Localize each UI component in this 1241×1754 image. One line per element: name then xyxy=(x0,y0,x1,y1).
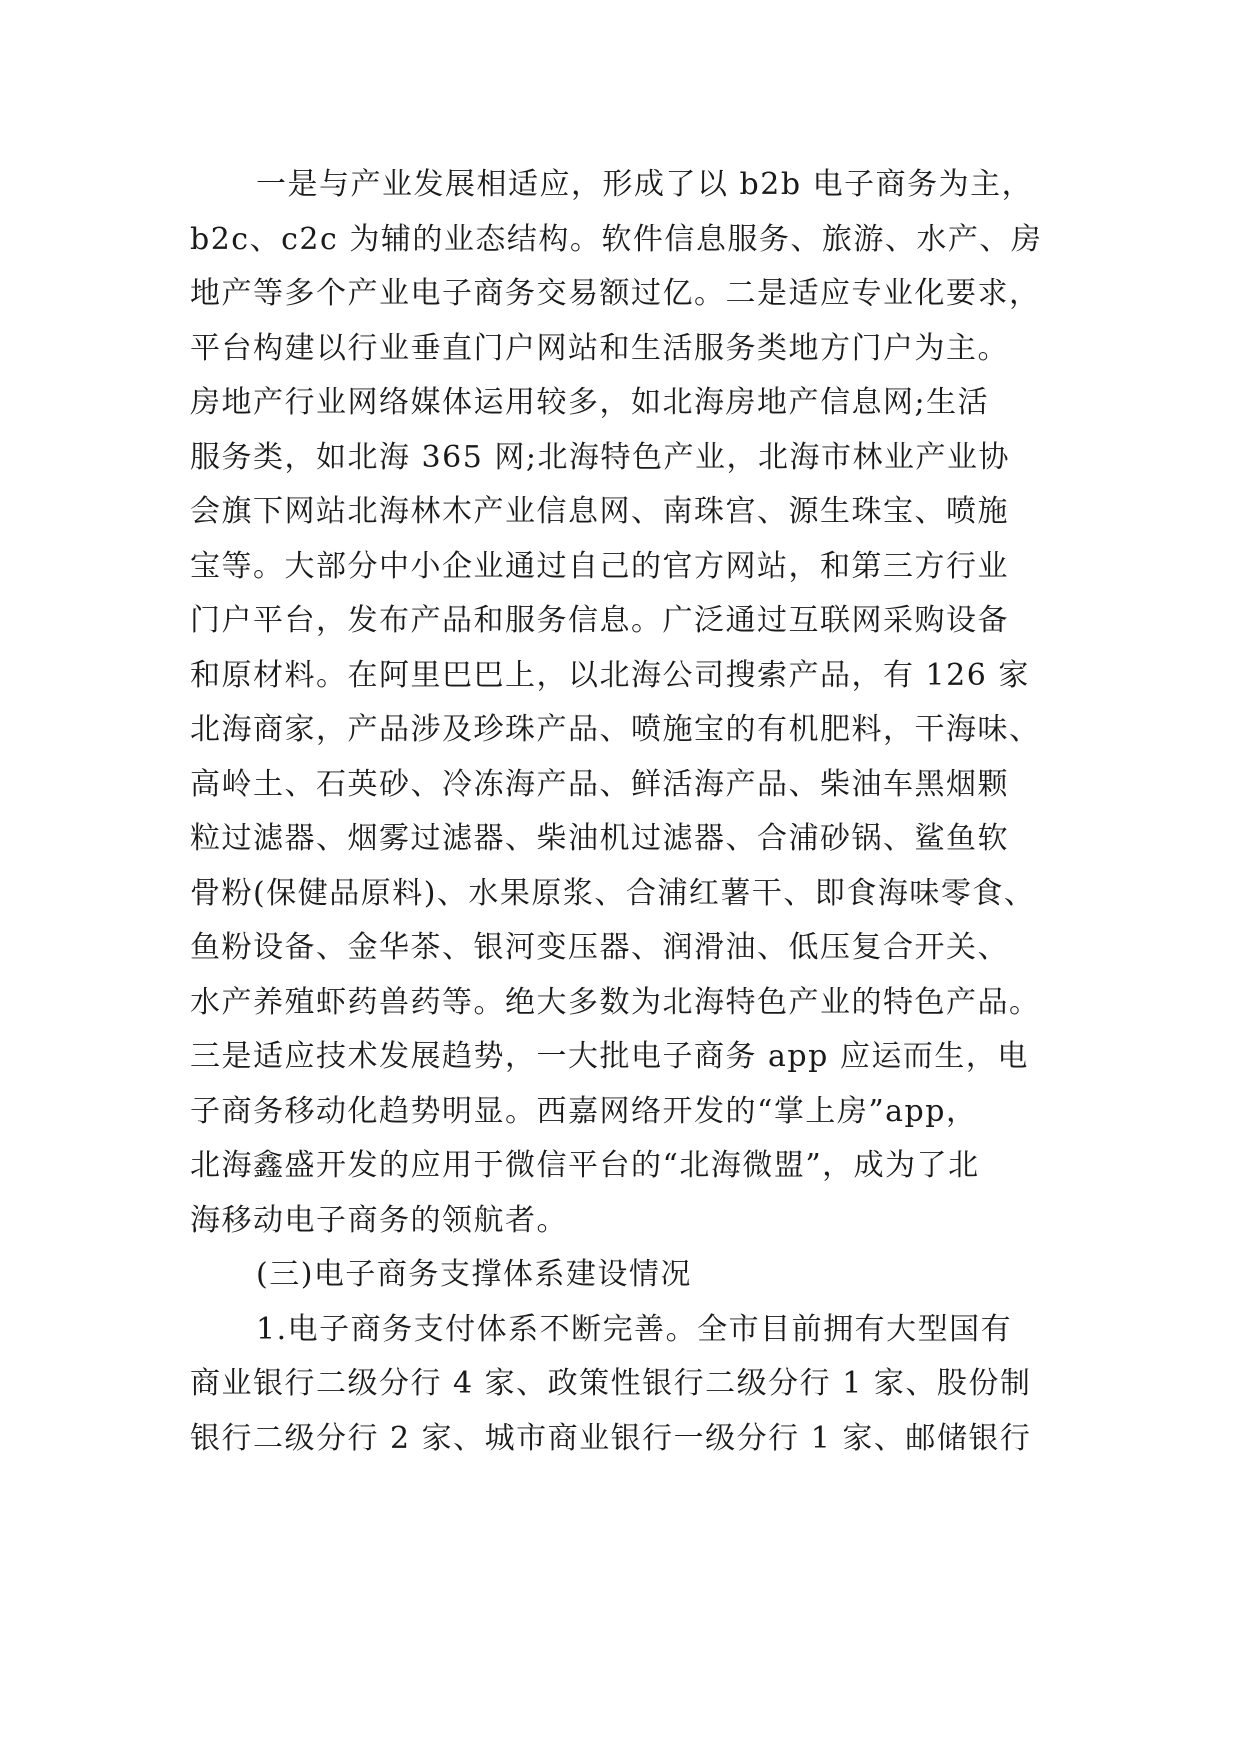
paragraph-line: 商业银行二级分行 4 家、政策性银行二级分行 1 家、股份制 xyxy=(190,1366,1032,1401)
section-heading: (三)电子商务支撑体系建设情况 xyxy=(256,1257,692,1292)
paragraph-line: 高岭土、石英砂、冷冻海产品、鲜活海产品、柴油车黑烟颗 xyxy=(190,766,1009,802)
paragraph-line: 北海商家，产品涉及珍珠产品、喷施宝的有机肥料，干海味、 xyxy=(190,712,1041,747)
paragraph-line: 一是与产业发展相适应，形成了以 b2b 电子商务为主， xyxy=(256,167,1034,202)
paragraph-line: 1.电子商务支付体系不断完善。全市目前拥有大型国有 xyxy=(256,1311,1013,1347)
paragraph-line: 海移动电子商务的领航者。 xyxy=(190,1202,568,1238)
paragraph-line: 子商务移动化趋势明显。西嘉网络开发的“掌上房”app， xyxy=(190,1093,978,1129)
paragraph-line: 三是适应技术发展趋势，一大批电子商务 app 应运而生，电 xyxy=(190,1039,1029,1074)
paragraph-line: 粒过滤器、烟雾过滤器、柴油机过滤器、合浦砂锅、鲨鱼软 xyxy=(190,821,1009,856)
paragraph-line: 北海鑫盛开发的应用于微信平台的“北海微盟”，成为了北 xyxy=(190,1148,980,1183)
paragraph-line: 门户平台，发布产品和服务信息。广泛通过互联网采购设备 xyxy=(190,603,1009,638)
paragraph-line: 宝等。大部分中小企业通过自己的官方网站，和第三方行业 xyxy=(190,548,1009,584)
paragraph-line: 骨粉(保健品原料)、水果原浆、合浦红薯干、即食海味零食、 xyxy=(190,875,1036,911)
paragraph-line: 会旗下网站北海林木产业信息网、南珠宫、源生珠宝、喷施 xyxy=(190,494,1009,529)
paragraph-line: 鱼粉设备、金华茶、银河变压器、润滑油、低压复合开关、 xyxy=(190,930,1009,965)
paragraph-line: 地产等多个产业电子商务交易额过亿。二是适应专业化要求， xyxy=(190,276,1041,311)
paragraph-line: 房地产行业网络媒体运用较多，如北海房地产信息网;生活 xyxy=(190,385,990,420)
paragraph-line: 水产养殖虾药兽药等。绝大多数为北海特色产业的特色产品。 xyxy=(190,984,1041,1020)
body-text xyxy=(190,158,1070,1466)
paragraph-line: 银行二级分行 2 家、城市商业银行一级分行 1 家、邮储银行 xyxy=(190,1420,1032,1456)
paragraph-line: 平台构建以行业垂直门户网站和生活服务类地方门户为主。 xyxy=(190,330,1009,366)
paragraph-line: 服务类，如北海 365 网;北海特色产业，北海市林业产业协 xyxy=(190,439,1010,475)
paragraph-line: b2c、c2c 为辅的业态结构。软件信息服务、旅游、水产、房 xyxy=(190,221,1043,257)
paragraph-line: 和原材料。在阿里巴巴上，以北海公司搜索产品，有 126 家 xyxy=(190,657,1030,693)
